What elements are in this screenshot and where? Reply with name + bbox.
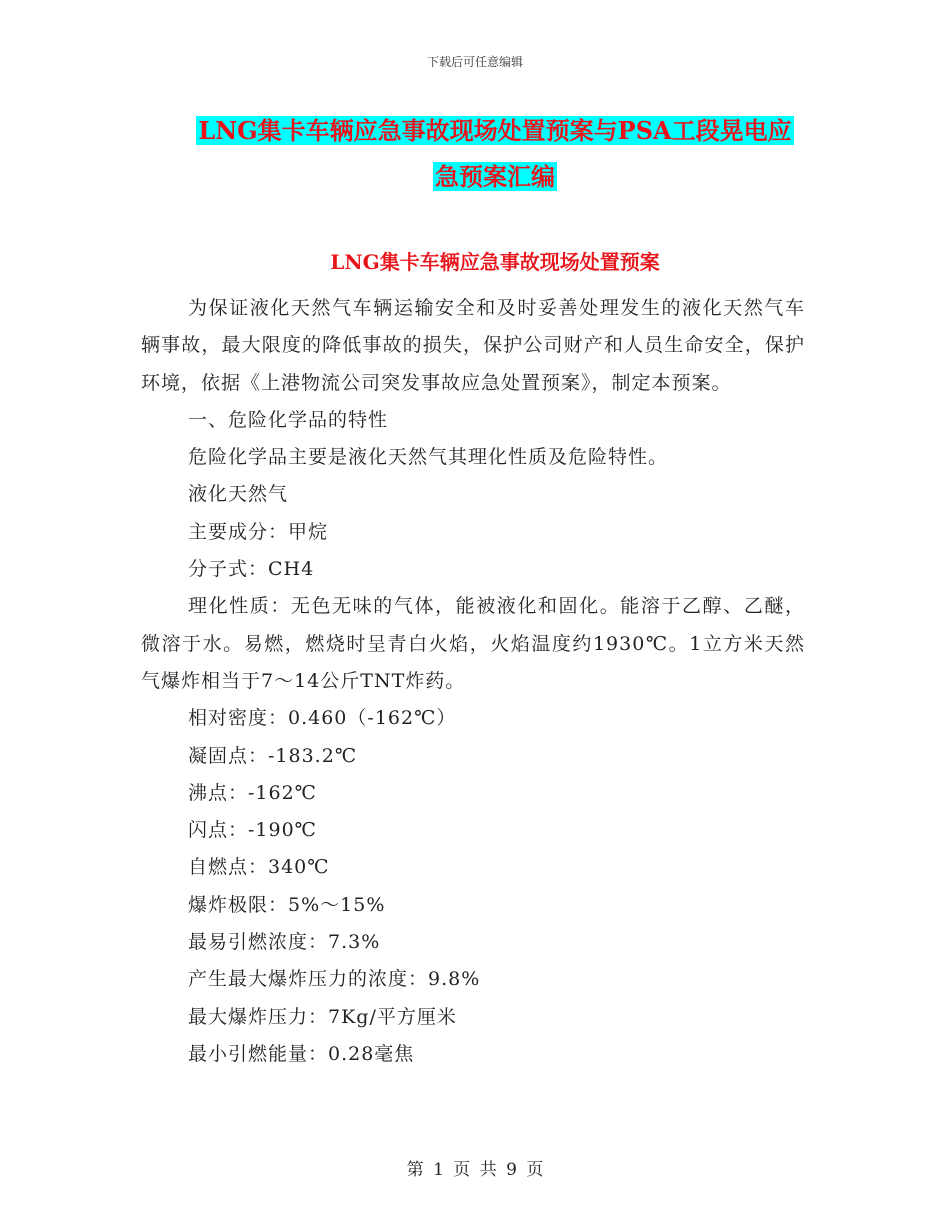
property-line: 相对密度：0.460（-162℃） [188, 707, 457, 730]
paragraph-intro: 为保证液化天然气车辆运输安全和及时妥善处理发生的液化天然气车辆事故，最大限度的降低事故的损失，保护公司财产和人员生命安全，保护环境，依据《上港物流公司突发事故应急处置预案》，制定本预案。 [141, 297, 805, 394]
page-footer: 第 1 页 共 9 页 [406, 1160, 544, 1180]
property-line: 最易引燃浓度：7.3% [188, 931, 381, 954]
paragraph-heading-1: 一、危险化学品的特性 [188, 408, 389, 431]
title-line-2: 急预案汇编 [435, 162, 555, 191]
document-title [140, 108, 850, 200]
property-line: 分子式：CH4 [188, 558, 315, 581]
property-line: 产生最大爆炸压力的浓度：9.8% [188, 968, 481, 991]
property-line: 主要成分：甲烷 [188, 520, 329, 543]
property-line: 爆炸极限：5%～15% [188, 893, 386, 916]
property-line: 最小引燃能量：0.28毫焦 [188, 1042, 415, 1065]
title-line-1: LNG集卡车辆应急事故现场处置预案与PSA工段晃电应 [198, 116, 792, 145]
paragraph: 液化天然气 [188, 483, 289, 506]
paragraph: 危险化学品主要是液化天然气其理化性质及危险特性。 [188, 446, 669, 469]
property-line: 闪点：-190℃ [188, 819, 317, 842]
property-line: 凝固点：-183.2℃ [188, 744, 358, 767]
section-title: LNG集卡车辆应急事故现场处置预案 [330, 250, 660, 274]
property-line: 沸点：-162℃ [188, 781, 317, 804]
property-line: 最大爆炸压力：7Kg/平方厘米 [188, 1005, 457, 1028]
page-header-note: 下载后可任意编辑 [426, 55, 523, 69]
document-body [141, 290, 805, 1073]
property-line: 自燃点：340℃ [188, 856, 330, 879]
paragraph-properties: 理化性质：无色无味的气体，能被液化和固化。能溶于乙醇、乙醚，微溶于水。易燃，燃烧时呈青白火焰，火焰温度约1930℃。1立方米天然气爆炸相当于7～14公斤TNT炸药。 [141, 595, 805, 692]
